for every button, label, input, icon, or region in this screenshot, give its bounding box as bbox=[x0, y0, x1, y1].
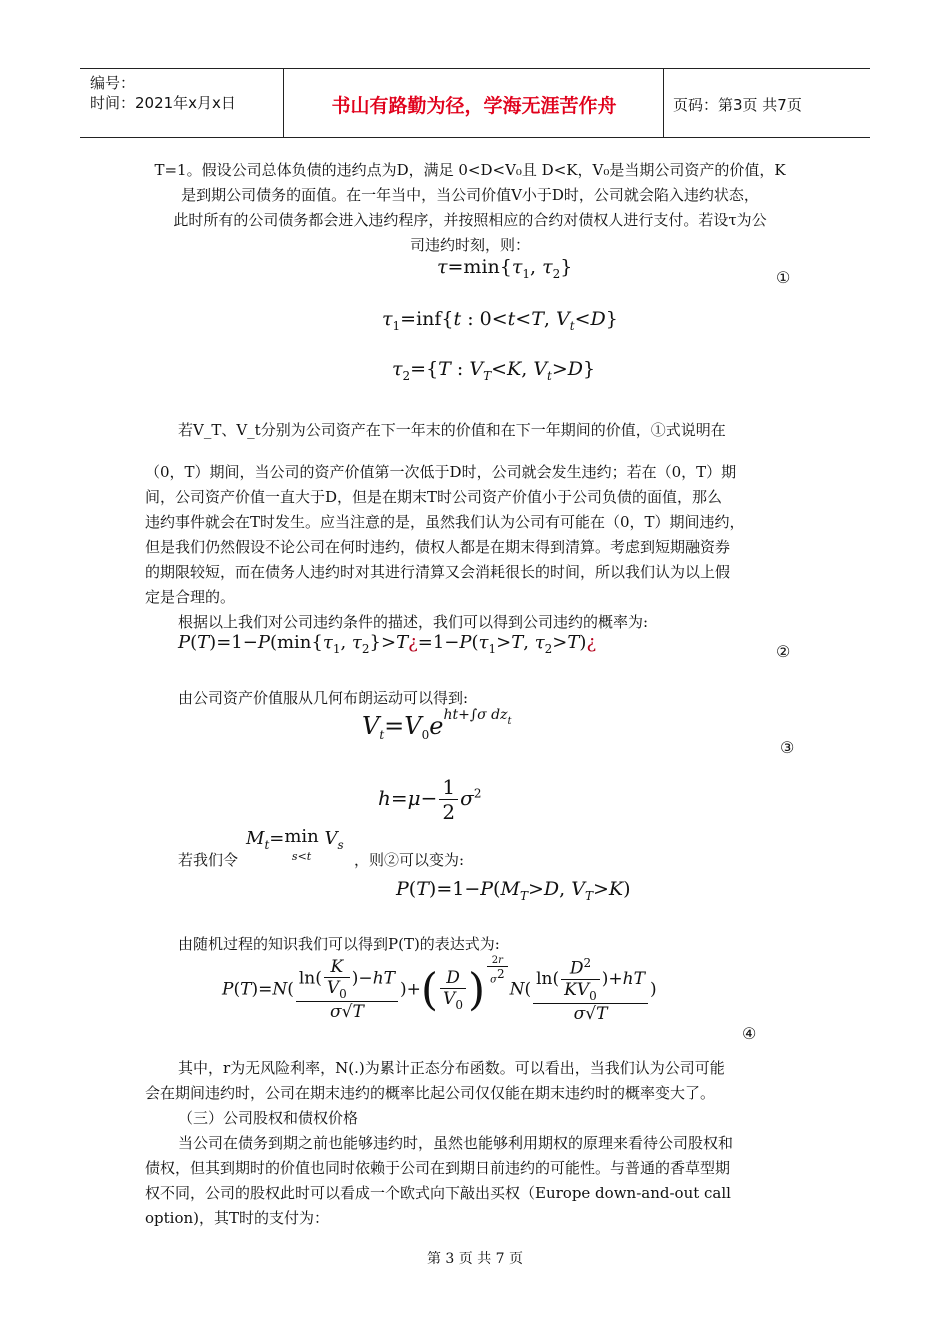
equation-number: ② bbox=[776, 642, 791, 661]
paragraph-line: 司违约时刻，则： bbox=[409, 236, 530, 254]
paragraph-line: 当公司在债务到期之前也能够违约时，虽然也能够利用期权的原理来看待公司股权和 bbox=[178, 1134, 734, 1152]
paragraph-line: 债权，但其到期时的价值也同时依赖于公司在到期日前违约的可能性。与普通的香草型期 bbox=[145, 1159, 731, 1177]
paragraph-line: 若V_T、V_t分别为公司资产在下一年末的价值和在下一年期间的价值，①式说明在 bbox=[178, 421, 726, 439]
equation-min-process: $M_t=\min$ s<t $V_s$ bbox=[246, 826, 344, 863]
header-page-cell bbox=[665, 69, 870, 137]
motto: 书山有路勤为径，学海无涯苦作舟 bbox=[331, 95, 617, 117]
page-info: 页码：第3页 共7页 bbox=[673, 96, 802, 114]
paragraph-line: 会在期间违约时，公司在期末违约的概率比起公司仅仅能在期末违约时的概率变大了。 bbox=[145, 1084, 716, 1102]
paragraph-line: 此时所有的公司债务都会进入违约程序，并按照相应的合约对债权人进行支付。若设τ为公 bbox=[173, 211, 767, 229]
equation-tau2: $\tau_2=\{T$ : $V_T<K$, $V_t>D$} bbox=[392, 358, 596, 383]
paragraph-line: ，则②可以变为: bbox=[354, 851, 465, 869]
paragraph-line: 权不同，公司的股权此时可以看成一个欧式向下敲出买权（Europe down-and-out call bbox=[145, 1184, 731, 1202]
header-meta-cell bbox=[80, 69, 284, 137]
paragraph-line: option)，其T时的支付为： bbox=[145, 1209, 330, 1227]
paragraph-line: 是到期公司债务的面值。在一年当中，当公司价值V小于D时，公司就会陷入违约状态， bbox=[181, 186, 759, 204]
equation-number: ③ bbox=[780, 738, 795, 757]
equation-tau: $\tau=\min\{\tau_1$, $\tau_2$} bbox=[437, 256, 573, 281]
paragraph-line: 但是我们仍然假设不论公司在何时违约，债权人都是在期末得到清算。考虑到短期融资券 bbox=[145, 538, 731, 556]
page-footer: 第 3 页 共 7 页 bbox=[426, 1251, 524, 1267]
paragraph-line: 根据以上我们对公司违约条件的描述，我们可以得到公司违约的概率为: bbox=[178, 613, 649, 631]
number-label: 编号： bbox=[90, 74, 136, 92]
equation-h: h=μ− $\frac{1}{2}$ $\sigma^2$ bbox=[378, 775, 482, 824]
paragraph-line: 由随机过程的知识我们可以得到P(T)的表达式为: bbox=[178, 935, 500, 953]
header-motto-cell bbox=[285, 69, 664, 137]
equation-default-probability: $P(T)=1-P(\min\{\tau_1$, $\tau_2\}>T¿=1-P(\tau_1>T$, $\tau_2>T)¿$ bbox=[178, 632, 597, 656]
paragraph-line: 由公司资产价值服从几何布朗运动可以得到: bbox=[178, 689, 469, 707]
equation-pt-closed-form: P(T)=N( ln( $\frac{K}{V_0}$ )−hT σ√T )+( $\frac{D}{V_0}$ ) $^{\frac{2r}{\sigma^2}}$ N( ln( $\frac{D^2}{KV_0}$ )+hT σ√T ) bbox=[222, 955, 657, 1024]
paragraph-line: 间，公司资产价值一直大于D，但是在期末T时公司资产价值小于公司负债的面值，那么 bbox=[145, 488, 723, 506]
equation-number: ① bbox=[776, 268, 791, 287]
page-header bbox=[80, 68, 870, 138]
paragraph-line: 违约事件就会在T时发生。应当注意的是，虽然我们认为公司有可能在（0，T）期间违约， bbox=[145, 513, 745, 531]
equation-gbm: $V_t=V_0e^{ht+\int\sigma dz_t}$ bbox=[362, 707, 512, 742]
equation-tau1: $\tau_1=inf\{t$ : 0<t<T, $V_t<D$} bbox=[382, 308, 618, 333]
paragraph-line: 的期限较短，而在债务人违约时对其进行清算又会消耗很长的时间，所以我们认为以上假 bbox=[145, 563, 731, 581]
equation-transformed: $P(T)=1-P(M_T>D$, $V_T>K$) bbox=[396, 878, 631, 903]
paragraph-line: 定是合理的。 bbox=[145, 588, 236, 606]
time-label: 时间：2021年x月x日 bbox=[90, 94, 236, 112]
paragraph-line: T=1。假设公司总体负债的违约点为D，满足 0<D<V₀且 D<K，V₀是当期公司资产的价值，K bbox=[154, 161, 786, 179]
equation-number: ④ bbox=[742, 1024, 757, 1043]
paragraph-line: （0，T）期间，当公司的资产价值第一次低于D时，公司就会发生违约；若在（0，T）期 bbox=[145, 463, 737, 481]
section-heading: （三）公司股权和债权价格 bbox=[178, 1109, 359, 1127]
paragraph-line: 其中，r为无风险利率，N(.)为累计正态分布函数。可以看出，当我们认为公司可能 bbox=[178, 1059, 725, 1077]
paragraph-line: 若我们令 bbox=[178, 851, 239, 869]
